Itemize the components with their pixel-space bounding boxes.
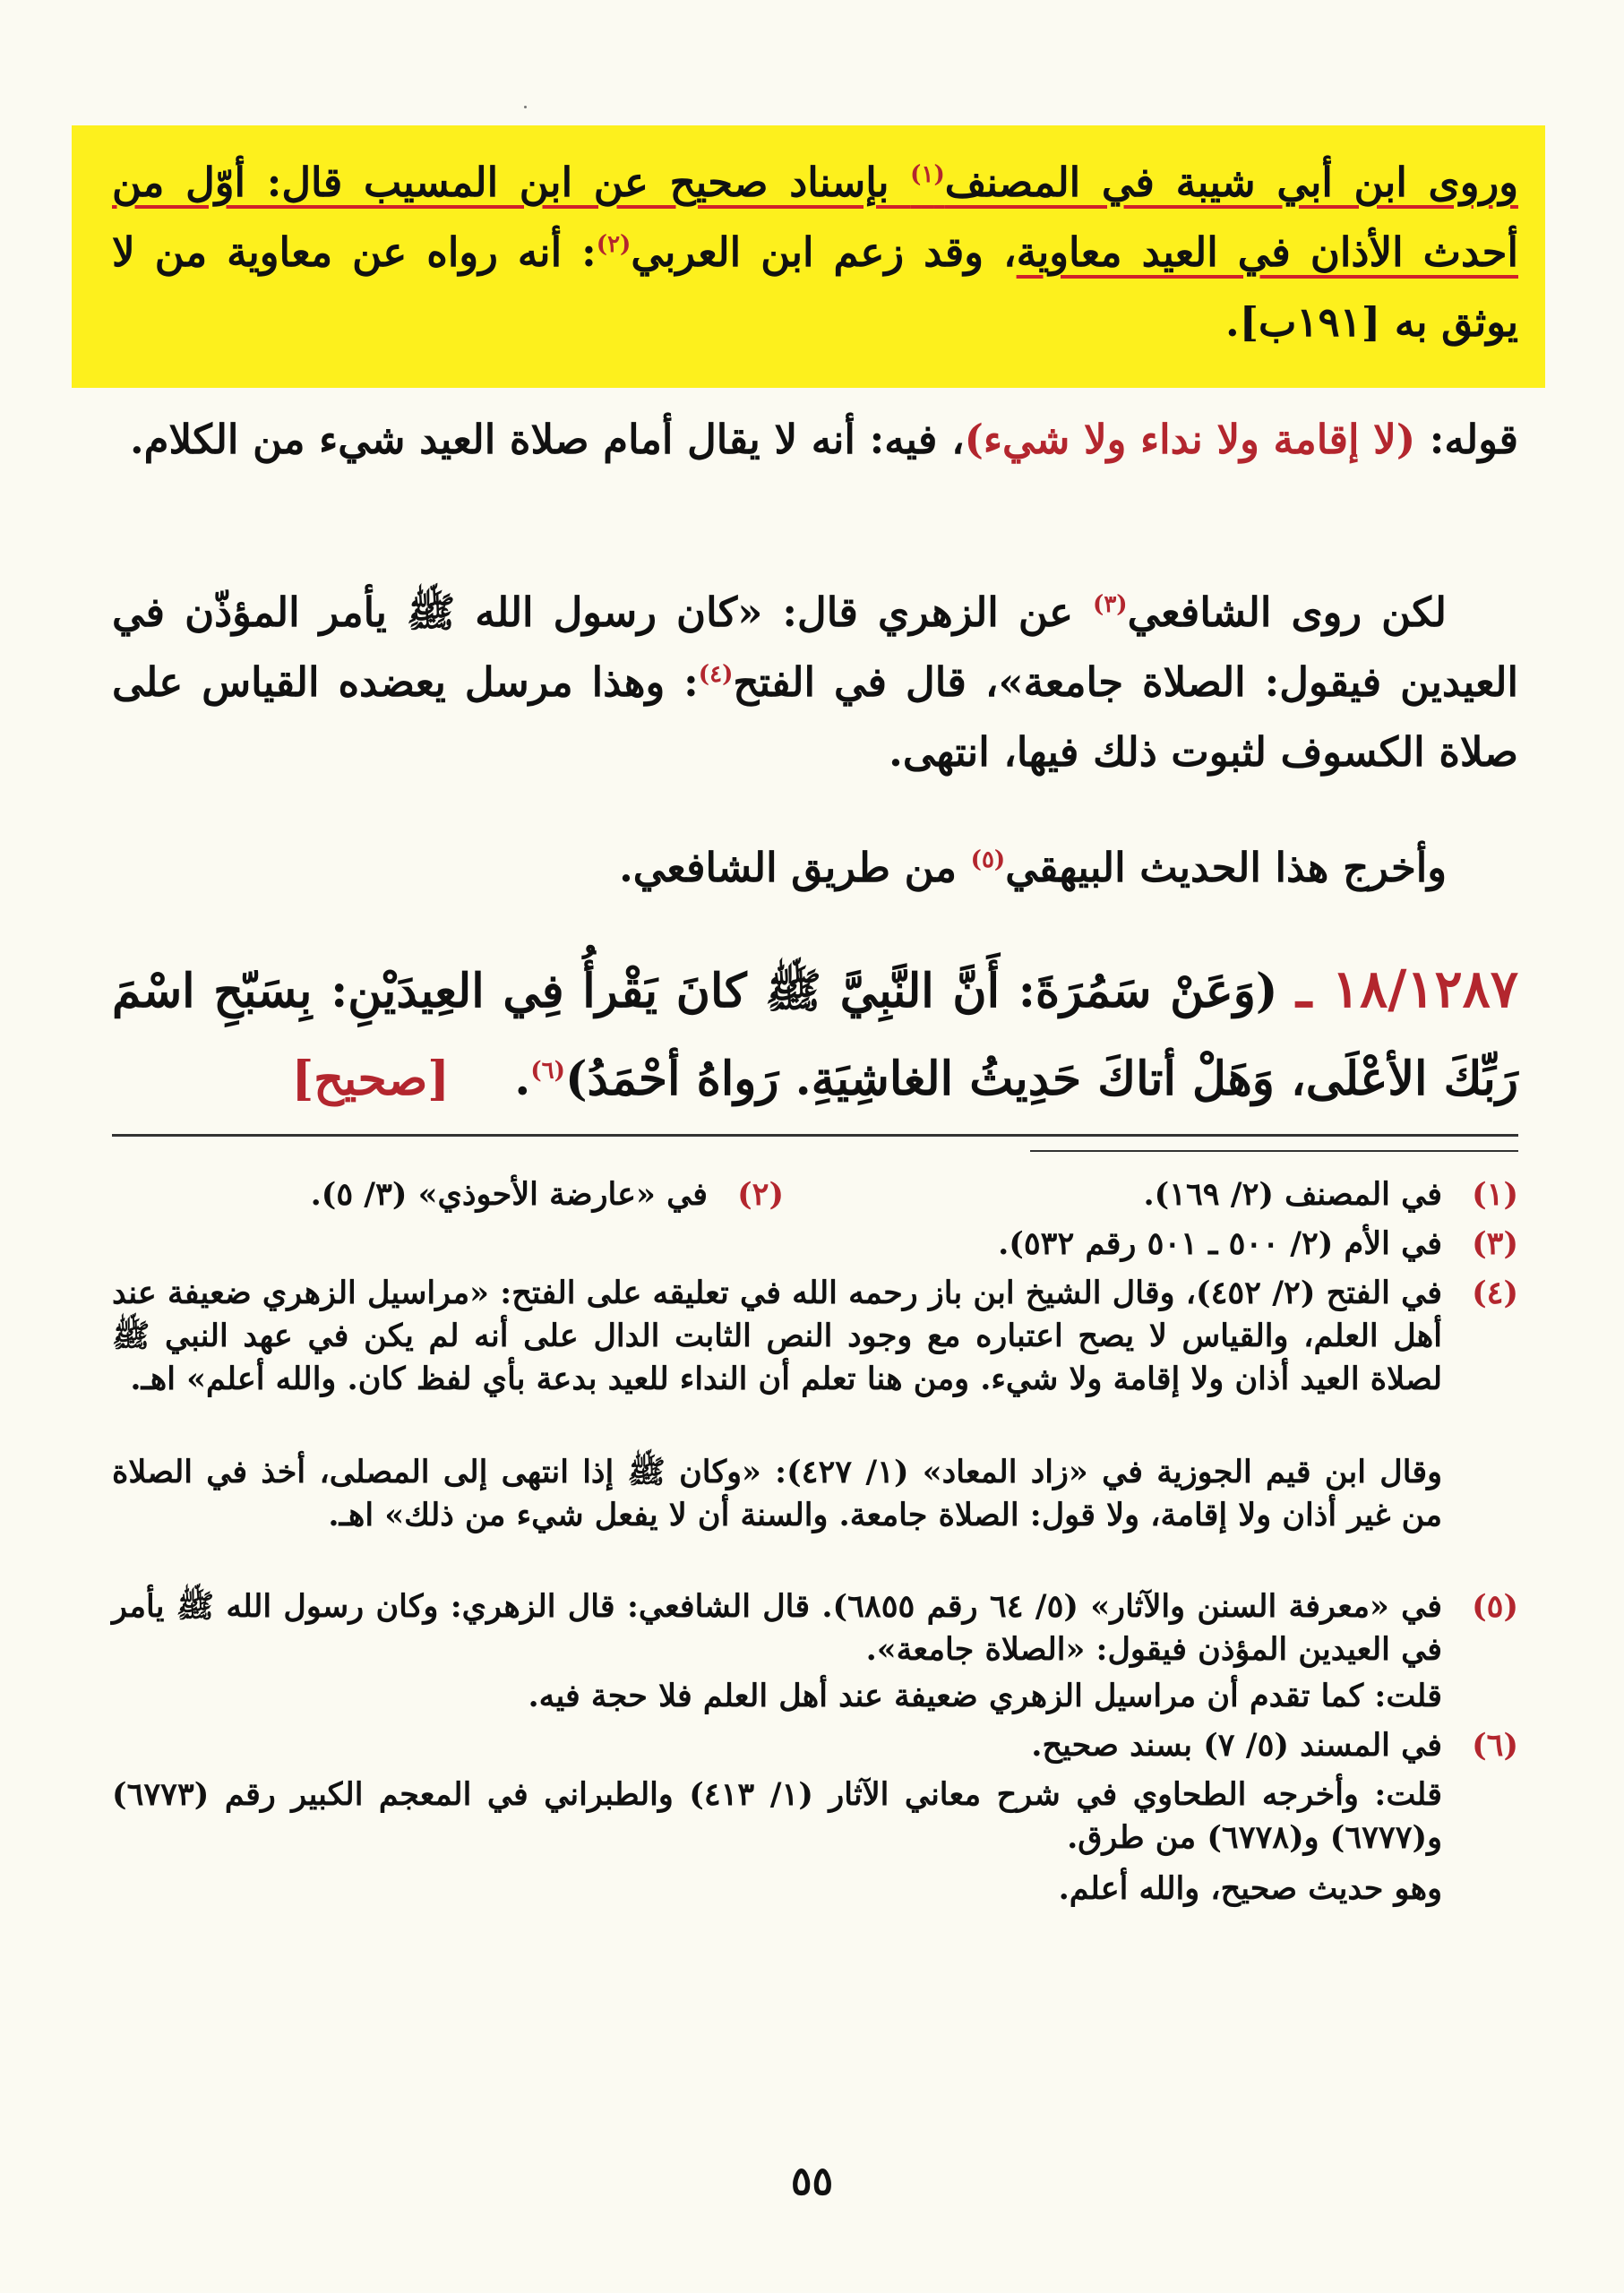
hl-text-3: ، وقد زعم ابن العربي: [631, 228, 1017, 276]
footnote-row-4: [112, 1272, 1518, 1576]
footnote-3: في الأم (٢/ ٥٠٠ ـ ٥٠١ رقم ٥٣٢).: [998, 1225, 1442, 1262]
footnote-ref-1[interactable]: (١): [910, 161, 945, 188]
hl-text-2: بإسناد صحيح عن ابن المسيب قال:: [245, 159, 911, 206]
footnote-row-3: [112, 1223, 1518, 1266]
hadith-end: .: [514, 1052, 531, 1106]
highlighted-paragraph: [112, 148, 1518, 357]
paragraph-qawluh: [112, 405, 1518, 475]
hl-text-1: وروى ابن أبي شيبة في المصنف: [944, 159, 1518, 206]
footnote-2: في «عارضة الأحوذي» (٣/ ٥).: [310, 1176, 708, 1213]
hl-text-4: : أنه رواه عن معاوية من لا يوثق به [١٩١ب].: [112, 228, 1518, 346]
footnote-1: في المصنف (٢/ ١٦٩).: [1143, 1176, 1442, 1213]
paragraph-text: ، فيه: أنه لا يقال أمام صلاة العيد شيء من الكلام.: [129, 416, 965, 463]
paragraph-text: وأخرج هذا الحديث البيهقي: [1005, 844, 1447, 891]
paragraph-text: عن الزهري قال: «كان رسول الله ﷺ يأمر المؤذّن في العيدين فيقول: الصلاة جامعة»، قال في الفتح: [112, 588, 1518, 706]
footnote-5-note: [112, 1675, 1442, 1718]
print-speck: [524, 106, 527, 108]
hadith-block: [112, 945, 1518, 1123]
footnote-row-6: [112, 1724, 1518, 1948]
underlined-line-2: أوّل من أحدث الأذان في العيد معاوية: [112, 159, 1518, 276]
footnotes: [112, 1173, 1518, 2141]
qultu-label: قلت: [1386, 1776, 1442, 1813]
footnote-ref-4[interactable]: (٤): [698, 661, 734, 688]
footnote-mark-5: (٥): [1472, 1588, 1518, 1625]
footnote-mark-4: (٤): [1472, 1275, 1518, 1311]
qawluh-label: قوله:: [1415, 416, 1518, 463]
quoted-phrase: (لا إقامة ولا نداء ولا شيء): [964, 416, 1416, 463]
footnote-mark-1: (١): [1472, 1176, 1518, 1213]
footnote-6: في المسند (٥/ ٧) بسند صحيح.: [1031, 1727, 1442, 1764]
paragraph-text: : وهذا مرسل يعضده القياس على صلاة الكسوف لثبوت ذلك فيها، انتهى.: [112, 658, 1518, 776]
footnote-4: في الفتح (٢/ ٤٥٢)، وقال الشيخ ابن باز رحمه الله في تعليقه على الفتح: «مراسيل الزهري ضعيفة عند أهل العلم، والقياس لا يصح اعتباره مع وجود النص الثابت الدال على أنه لم يكن في عهد النبي ﷺ لصلاة العيد أذان ولا إقامة ولا شيء. ومن هنا تعلم أن النداء للعيد بدعة بأي لفظ كان. والله أعلم» اهـ.: [112, 1275, 1442, 1397]
footnote-6-note: [112, 1773, 1442, 1859]
footnote-ref-6[interactable]: (٦): [530, 1057, 565, 1085]
paragraph-text: لكن روى الشافعي: [1127, 588, 1447, 636]
footnote-mark-3: (٣): [1472, 1225, 1518, 1262]
footnote-ref-5[interactable]: (٥): [970, 846, 1006, 873]
paragraph-bayhaqi: [112, 833, 1518, 903]
footnote-divider: [1030, 1150, 1518, 1152]
note-text: : كما تقدم أن مراسيل الزهري ضعيفة عند أهل العلم فلا حجة فيه.: [528, 1678, 1387, 1714]
footnote-mark-6: (٦): [1472, 1727, 1518, 1764]
footnote-mark-2: (٢): [737, 1176, 784, 1213]
hadith-number: ١٨/١٢٨٧ ـ: [1296, 958, 1518, 1019]
footnote-6-conclusion: وهو حديث صحيح، والله أعلم.: [1058, 1870, 1442, 1907]
hadith-grade: [صحيح]: [291, 1052, 450, 1106]
footnote-row-5: [112, 1585, 1518, 1729]
footnote-row-1-2: [112, 1173, 1518, 1216]
page-number: ٥٥: [790, 2159, 834, 2204]
footnote-4-continued: وقال ابن قيم الجوزية في «زاد المعاد» (١/ ٤٢٧): «وكان ﷺ إذا انتهى إلى المصلى، أخذ في الصلاة من غير أذان ولا إقامة، ولا قول: الصلاة جامعة. والسنة أن لا يفعل شيء من ذلك» اهـ.: [112, 1454, 1442, 1533]
paragraph-shafii: [112, 578, 1518, 787]
footnote-5: في «معرفة السنن والآثار» (٥/ ٦٤ رقم ٦٨٥٥). قال الشافعي: قال الزهري: وكان رسول الله ﷺ يأمر في العيدين المؤذن فيقول: «الصلاة جامعة».: [112, 1588, 1443, 1668]
footnote-ref-2[interactable]: (٢): [596, 231, 632, 258]
note-text: : وأخرجه الطحاوي في شرح معاني الآثار (١/ ٤١٣) والطبراني في المعجم الكبير رقم (٦٧٧٣) و(٦٧٧٧) و(٦٧٧٨) من طرق.: [112, 1776, 1442, 1856]
section-divider: [112, 1134, 1518, 1137]
footnote-ref-3[interactable]: (٣): [1093, 591, 1128, 618]
underlined-line-1: [245, 159, 1518, 206]
qultu-label: قلت: [1386, 1678, 1442, 1714]
hadith-text: (وَعَنْ سَمُرَةَ: أَنَّ النَّبِيَّ ﷺ كانَ يَقْرأُ فِي العِيدَيْنِ: بِسَبّحِ اسْمَ رَبِّكَ الأعْلَى، وَهَلْ أتاكَ حَدِيثُ الغاشِيَةِ. رَواهُ أحْمَدُ): [112, 964, 1518, 1106]
paragraph-text: من طريق الشافعي.: [619, 844, 971, 891]
